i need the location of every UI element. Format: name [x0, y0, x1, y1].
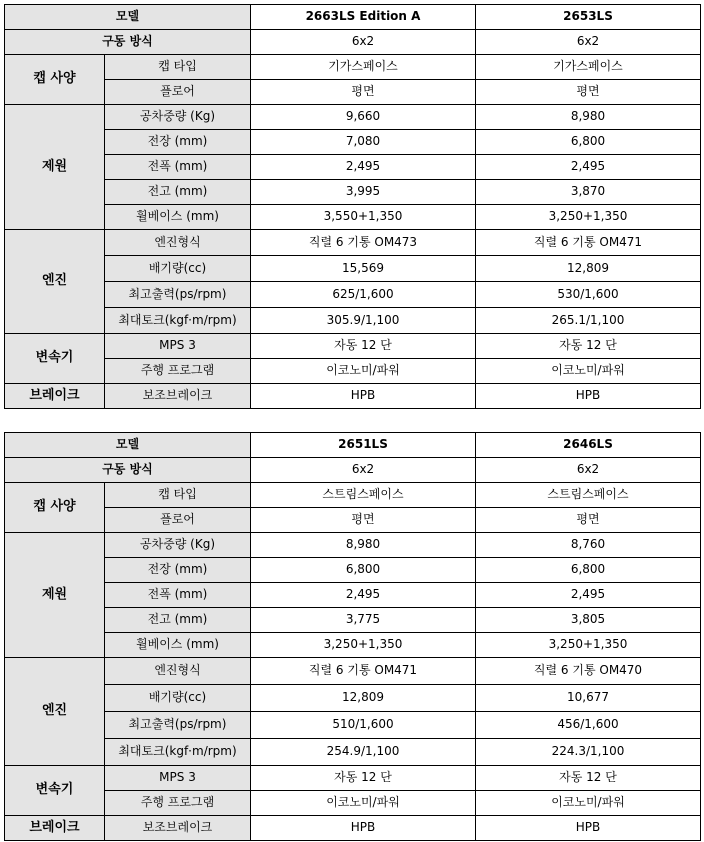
- table-row: [5, 282, 701, 308]
- table-row: [5, 55, 701, 80]
- row-label: 공차중량 (Kg): [105, 105, 251, 130]
- model-name: 2651LS: [251, 433, 476, 458]
- cell-value: 기가스페이스: [476, 55, 701, 80]
- model-name: 2653LS: [476, 5, 701, 30]
- cell-value: 510/1,600: [251, 712, 476, 739]
- cell-value: 자동 12 단: [476, 334, 701, 359]
- cell-value: 6x2: [251, 458, 476, 483]
- category-dims: 제원: [5, 533, 105, 658]
- cell-value: 2,495: [476, 583, 701, 608]
- cell-value: HPB: [251, 384, 476, 409]
- drive-label: 구동 방식: [5, 458, 251, 483]
- cell-value: 15,569: [251, 256, 476, 282]
- row-label: 엔진형식: [105, 658, 251, 685]
- cell-value: 8,760: [476, 533, 701, 558]
- row-label: 최대토크(kgf·m/rpm): [105, 739, 251, 766]
- drive-label: 구동 방식: [5, 30, 251, 55]
- table-row: [5, 791, 701, 816]
- table-row: [5, 633, 701, 658]
- cell-value: 9,660: [251, 105, 476, 130]
- table-row: [5, 256, 701, 282]
- table-row: [5, 230, 701, 256]
- cell-value: 이코노미/파워: [476, 359, 701, 384]
- cell-value: 6,800: [476, 558, 701, 583]
- row-label: 전폭 (mm): [105, 155, 251, 180]
- cell-value: 265.1/1,100: [476, 308, 701, 334]
- row-label: 공차중량 (Kg): [105, 533, 251, 558]
- row-label: 주행 프로그램: [105, 791, 251, 816]
- model-label: 모델: [5, 5, 251, 30]
- table-row: [5, 558, 701, 583]
- table-row: [5, 105, 701, 130]
- cell-value: 3,250+1,350: [476, 633, 701, 658]
- category-brake: 브레이크: [5, 384, 105, 409]
- table-row: [5, 359, 701, 384]
- cell-value: 6,800: [476, 130, 701, 155]
- cell-value: 6x2: [476, 30, 701, 55]
- cell-value: 3,250+1,350: [251, 633, 476, 658]
- cell-value: 스트림스페이스: [251, 483, 476, 508]
- category-transmission: 변속기: [5, 334, 105, 384]
- cell-value: 직렬 6 기통 OM471: [251, 658, 476, 685]
- table-row: [5, 384, 701, 409]
- cell-value: HPB: [476, 384, 701, 409]
- row-label: MPS 3: [105, 334, 251, 359]
- table-row: [5, 130, 701, 155]
- row-label: 전장 (mm): [105, 558, 251, 583]
- cell-value: 이코노미/파워: [251, 791, 476, 816]
- row-label: 캡 타입: [105, 483, 251, 508]
- category-transmission: 변속기: [5, 766, 105, 816]
- category-brake: 브레이크: [5, 816, 105, 841]
- drive-row: [5, 30, 701, 55]
- table-row: [5, 712, 701, 739]
- row-label: 보조브레이크: [105, 384, 251, 409]
- cell-value: 3,775: [251, 608, 476, 633]
- cell-value: 스트림스페이스: [476, 483, 701, 508]
- row-label: 최고출력(ps/rpm): [105, 282, 251, 308]
- row-label: 플로어: [105, 508, 251, 533]
- model-name: 2663LS Edition A: [251, 5, 476, 30]
- cell-value: 6x2: [251, 30, 476, 55]
- row-label: 최대토크(kgf·m/rpm): [105, 308, 251, 334]
- cell-value: 3,870: [476, 180, 701, 205]
- table-row: [5, 155, 701, 180]
- category-dims: 제원: [5, 105, 105, 230]
- table-row: [5, 533, 701, 558]
- cell-value: 자동 12 단: [251, 766, 476, 791]
- cell-value: HPB: [251, 816, 476, 841]
- table-row: [5, 334, 701, 359]
- cell-value: 456/1,600: [476, 712, 701, 739]
- cell-value: 7,080: [251, 130, 476, 155]
- category-cab: 캡 사양: [5, 483, 105, 533]
- table-row: [5, 583, 701, 608]
- table-row: [5, 658, 701, 685]
- table-row: [5, 766, 701, 791]
- cell-value: 6,800: [251, 558, 476, 583]
- cell-value: 10,677: [476, 685, 701, 712]
- cell-value: 평면: [251, 80, 476, 105]
- row-label: 전고 (mm): [105, 608, 251, 633]
- row-label: 캡 타입: [105, 55, 251, 80]
- table-row: [5, 205, 701, 230]
- cell-value: 2,495: [251, 155, 476, 180]
- cell-value: 이코노미/파워: [251, 359, 476, 384]
- cell-value: 평면: [476, 508, 701, 533]
- table-row: [5, 739, 701, 766]
- model-name: 2646LS: [476, 433, 701, 458]
- cell-value: 3,250+1,350: [476, 205, 701, 230]
- table-row: [5, 608, 701, 633]
- cell-value: 8,980: [476, 105, 701, 130]
- cell-value: 530/1,600: [476, 282, 701, 308]
- model-label: 모델: [5, 433, 251, 458]
- category-engine: 엔진: [5, 230, 105, 334]
- cell-value: 305.9/1,100: [251, 308, 476, 334]
- cell-value: 254.9/1,100: [251, 739, 476, 766]
- cell-value: 기가스페이스: [251, 55, 476, 80]
- row-label: 휠베이스 (mm): [105, 205, 251, 230]
- category-engine: 엔진: [5, 658, 105, 766]
- drive-row: [5, 458, 701, 483]
- cell-value: HPB: [476, 816, 701, 841]
- cell-value: 이코노미/파워: [476, 791, 701, 816]
- table-row: [5, 508, 701, 533]
- cell-value: 직렬 6 기통 OM473: [251, 230, 476, 256]
- row-label: 주행 프로그램: [105, 359, 251, 384]
- cell-value: 6x2: [476, 458, 701, 483]
- category-cab: 캡 사양: [5, 55, 105, 105]
- table-row: [5, 816, 701, 841]
- row-label: 플로어: [105, 80, 251, 105]
- cell-value: 자동 12 단: [476, 766, 701, 791]
- table-row: [5, 483, 701, 508]
- row-label: 전폭 (mm): [105, 583, 251, 608]
- table-row: [5, 308, 701, 334]
- cell-value: 8,980: [251, 533, 476, 558]
- row-label: MPS 3: [105, 766, 251, 791]
- cell-value: 3,550+1,350: [251, 205, 476, 230]
- cell-value: 12,809: [251, 685, 476, 712]
- row-label: 보조브레이크: [105, 816, 251, 841]
- row-label: 최고출력(ps/rpm): [105, 712, 251, 739]
- row-label: 배기량(cc): [105, 256, 251, 282]
- row-label: 배기량(cc): [105, 685, 251, 712]
- cell-value: 3,805: [476, 608, 701, 633]
- row-label: 전고 (mm): [105, 180, 251, 205]
- cell-value: 평면: [476, 80, 701, 105]
- cell-value: 3,995: [251, 180, 476, 205]
- cell-value: 직렬 6 기통 OM470: [476, 658, 701, 685]
- cell-value: 2,495: [476, 155, 701, 180]
- spec-table-2: [4, 432, 701, 841]
- row-label: 휠베이스 (mm): [105, 633, 251, 658]
- cell-value: 자동 12 단: [251, 334, 476, 359]
- row-label: 전장 (mm): [105, 130, 251, 155]
- table-row: [5, 685, 701, 712]
- cell-value: 625/1,600: [251, 282, 476, 308]
- model-row: [5, 5, 701, 30]
- cell-value: 평면: [251, 508, 476, 533]
- cell-value: 직렬 6 기통 OM471: [476, 230, 701, 256]
- row-label: 엔진형식: [105, 230, 251, 256]
- spec-table-1: [4, 4, 701, 409]
- cell-value: 12,809: [476, 256, 701, 282]
- cell-value: 2,495: [251, 583, 476, 608]
- table-row: [5, 180, 701, 205]
- model-row: [5, 433, 701, 458]
- table-row: [5, 80, 701, 105]
- cell-value: 224.3/1,100: [476, 739, 701, 766]
